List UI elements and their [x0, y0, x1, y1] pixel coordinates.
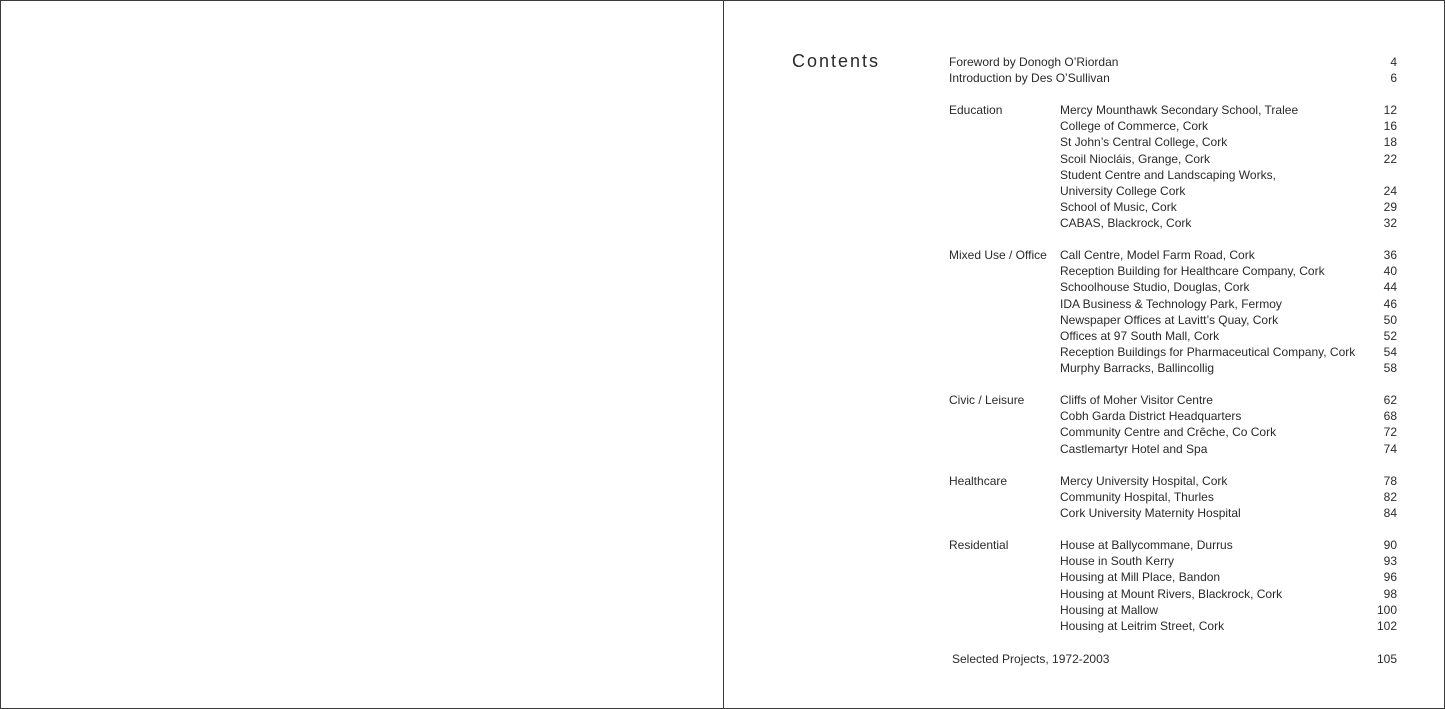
- toc-page-number: 50: [1383, 312, 1397, 327]
- toc-page-number: 84: [1383, 506, 1397, 521]
- toc-entry-title: Mercy University Hospital, Cork: [1060, 474, 1228, 488]
- toc-entry-selected-projects: [952, 651, 1397, 667]
- section-label: Civic / Leisure: [949, 393, 1025, 407]
- toc-entry-title: CABAS, Blackrock, Cork: [1060, 216, 1192, 231]
- toc-entry: [1060, 199, 1397, 215]
- toc-page-number: 4: [1390, 55, 1397, 69]
- toc-entry-title: Newspaper Offices at Lavitt’s Quay, Cork: [1060, 312, 1279, 327]
- toc-entry-foreword: [949, 54, 1397, 70]
- toc-page-number: 54: [1383, 345, 1397, 360]
- toc-entry-title: University College Cork: [1060, 183, 1186, 198]
- toc-entry: [1060, 553, 1397, 569]
- toc-entry-title: Murphy Barracks, Ballincollig: [1060, 361, 1215, 376]
- section-entries: [1060, 102, 1397, 232]
- toc-entry-title: Housing at Leitrim Street, Cork: [1060, 618, 1225, 633]
- contents-page: [724, 1, 1444, 708]
- toc-page-number: 74: [1383, 441, 1397, 456]
- toc-entry-title: Selected Projects, 1972-2003: [952, 652, 1110, 666]
- toc-page-number: 40: [1383, 264, 1397, 279]
- toc-entry-title: Scoil Niocláis, Grange, Cork: [1060, 151, 1211, 166]
- contents-heading: Contents: [792, 51, 881, 71]
- toc-entry-title: College of Commerce, Cork: [1060, 119, 1209, 134]
- toc-entry: [1060, 392, 1397, 408]
- toc-entry: [1060, 279, 1397, 295]
- toc-entry-title: Introduction by Des O’Sullivan: [949, 71, 1110, 85]
- section-entries: [1060, 392, 1397, 457]
- toc-entry: [1060, 489, 1397, 505]
- toc-page-number: 44: [1383, 280, 1397, 295]
- section-label: Residential: [949, 538, 1009, 552]
- toc-entry: [1060, 537, 1397, 553]
- toc-entry-title: Mercy Mounthawk Secondary School, Tralee: [1060, 103, 1299, 117]
- toc-entry: [1060, 118, 1397, 134]
- toc-entry: [1060, 183, 1397, 199]
- toc-page-number: 93: [1383, 554, 1397, 569]
- toc-page-number: 98: [1383, 586, 1397, 601]
- toc-page-number: 96: [1383, 570, 1397, 585]
- toc-entry-title: Foreword by Donogh O’Riordan: [949, 55, 1119, 69]
- toc-entry: [1060, 424, 1397, 440]
- toc-page-number: 52: [1383, 328, 1397, 343]
- toc-entry-title: Offices at 97 South Mall, Cork: [1060, 328, 1220, 343]
- toc-entry-title: Cliffs of Moher Visitor Centre: [1060, 393, 1213, 407]
- toc-entry: [1060, 441, 1397, 457]
- toc-entry: [1060, 215, 1397, 231]
- section-entries: [1060, 247, 1397, 377]
- toc-page-number: 100: [1376, 602, 1397, 617]
- toc-entry-introduction: [949, 70, 1397, 86]
- toc-page-number: 32: [1383, 216, 1397, 231]
- toc-entry-title: Student Centre and Landscaping Works,: [1060, 167, 1276, 182]
- toc-page-number: 36: [1383, 248, 1397, 262]
- toc-page-number: 6: [1390, 71, 1397, 85]
- toc-entry: [1060, 312, 1397, 328]
- toc-entry: [1060, 344, 1397, 360]
- section-label: Mixed Use / Office: [949, 248, 1047, 262]
- toc-entry: [1060, 151, 1397, 167]
- toc-page-number: 29: [1383, 200, 1397, 215]
- toc-page-number: 82: [1383, 490, 1397, 505]
- toc-page-number: 90: [1383, 538, 1397, 552]
- toc-page-number: 22: [1383, 151, 1397, 166]
- toc-entry-title: House at Ballycommane, Durrus: [1060, 538, 1233, 552]
- toc-entry: [1060, 360, 1397, 376]
- toc-entry-title: School of Music, Cork: [1060, 200, 1177, 215]
- toc-entry-title: Reception Buildings for Pharmaceutical Company, Cork: [1060, 345, 1356, 360]
- section-entries: [1060, 473, 1397, 522]
- toc-entry: [1060, 602, 1397, 618]
- toc-entry: [1060, 408, 1397, 424]
- toc-entry-title: Community Centre and Crêche, Co Cork: [1060, 425, 1277, 440]
- toc-entry-title: Schoolhouse Studio, Douglas, Cork: [1060, 280, 1250, 295]
- toc-entry-title: Housing at Mount Rivers, Blackrock, Cork: [1060, 586, 1283, 601]
- toc-entry-title: Cork University Maternity Hospital: [1060, 506, 1241, 521]
- toc-entry: [1060, 102, 1397, 118]
- toc-page-number: 72: [1383, 425, 1397, 440]
- toc-entry-title: St John’s Central College, Cork: [1060, 135, 1228, 150]
- toc-page-number: 18: [1383, 135, 1397, 150]
- toc-entry: [1060, 167, 1397, 183]
- toc-entry-title: IDA Business & Technology Park, Fermoy: [1060, 296, 1282, 311]
- toc-page-number: 78: [1383, 474, 1397, 488]
- toc-entry: [1060, 134, 1397, 150]
- toc-page-number: 68: [1383, 409, 1397, 424]
- toc-entry-title: Cobh Garda District Headquarters: [1060, 409, 1242, 424]
- left-page-blank: [1, 1, 723, 708]
- toc-page-number: 58: [1383, 361, 1397, 376]
- toc-page-number: 102: [1376, 618, 1397, 633]
- toc-page-number: 16: [1383, 119, 1397, 134]
- section-label: Education: [949, 103, 1003, 117]
- toc-entry-title: Reception Building for Healthcare Company, Cork: [1060, 264, 1325, 279]
- toc-entry: [1060, 263, 1397, 279]
- toc-entry: [1060, 328, 1397, 344]
- toc-entry-title: Housing at Mallow: [1060, 602, 1159, 617]
- toc-page-number: 62: [1383, 393, 1397, 407]
- toc-entry: [1060, 296, 1397, 312]
- toc-page-number: 24: [1383, 183, 1397, 198]
- toc-page-number: 46: [1383, 296, 1397, 311]
- toc-entry: [1060, 473, 1397, 489]
- toc-entry-title: Call Centre, Model Farm Road, Cork: [1060, 248, 1255, 262]
- toc-entry: [1060, 505, 1397, 521]
- toc-entry: [1060, 618, 1397, 634]
- toc-entry-title: Community Hospital, Thurles: [1060, 490, 1214, 505]
- toc-entry: [1060, 569, 1397, 585]
- toc-page-number: 12: [1383, 103, 1397, 117]
- toc-entry-title: House in South Kerry: [1060, 554, 1175, 569]
- section-entries: [1060, 537, 1397, 634]
- toc-entry-title: Housing at Mill Place, Bandon: [1060, 570, 1221, 585]
- section-label: Healthcare: [949, 474, 1008, 488]
- toc-entry: [1060, 247, 1397, 263]
- toc-entry: [1060, 586, 1397, 602]
- toc-entry-title: Castlemartyr Hotel and Spa: [1060, 441, 1208, 456]
- toc-page-number: 105: [1376, 652, 1397, 666]
